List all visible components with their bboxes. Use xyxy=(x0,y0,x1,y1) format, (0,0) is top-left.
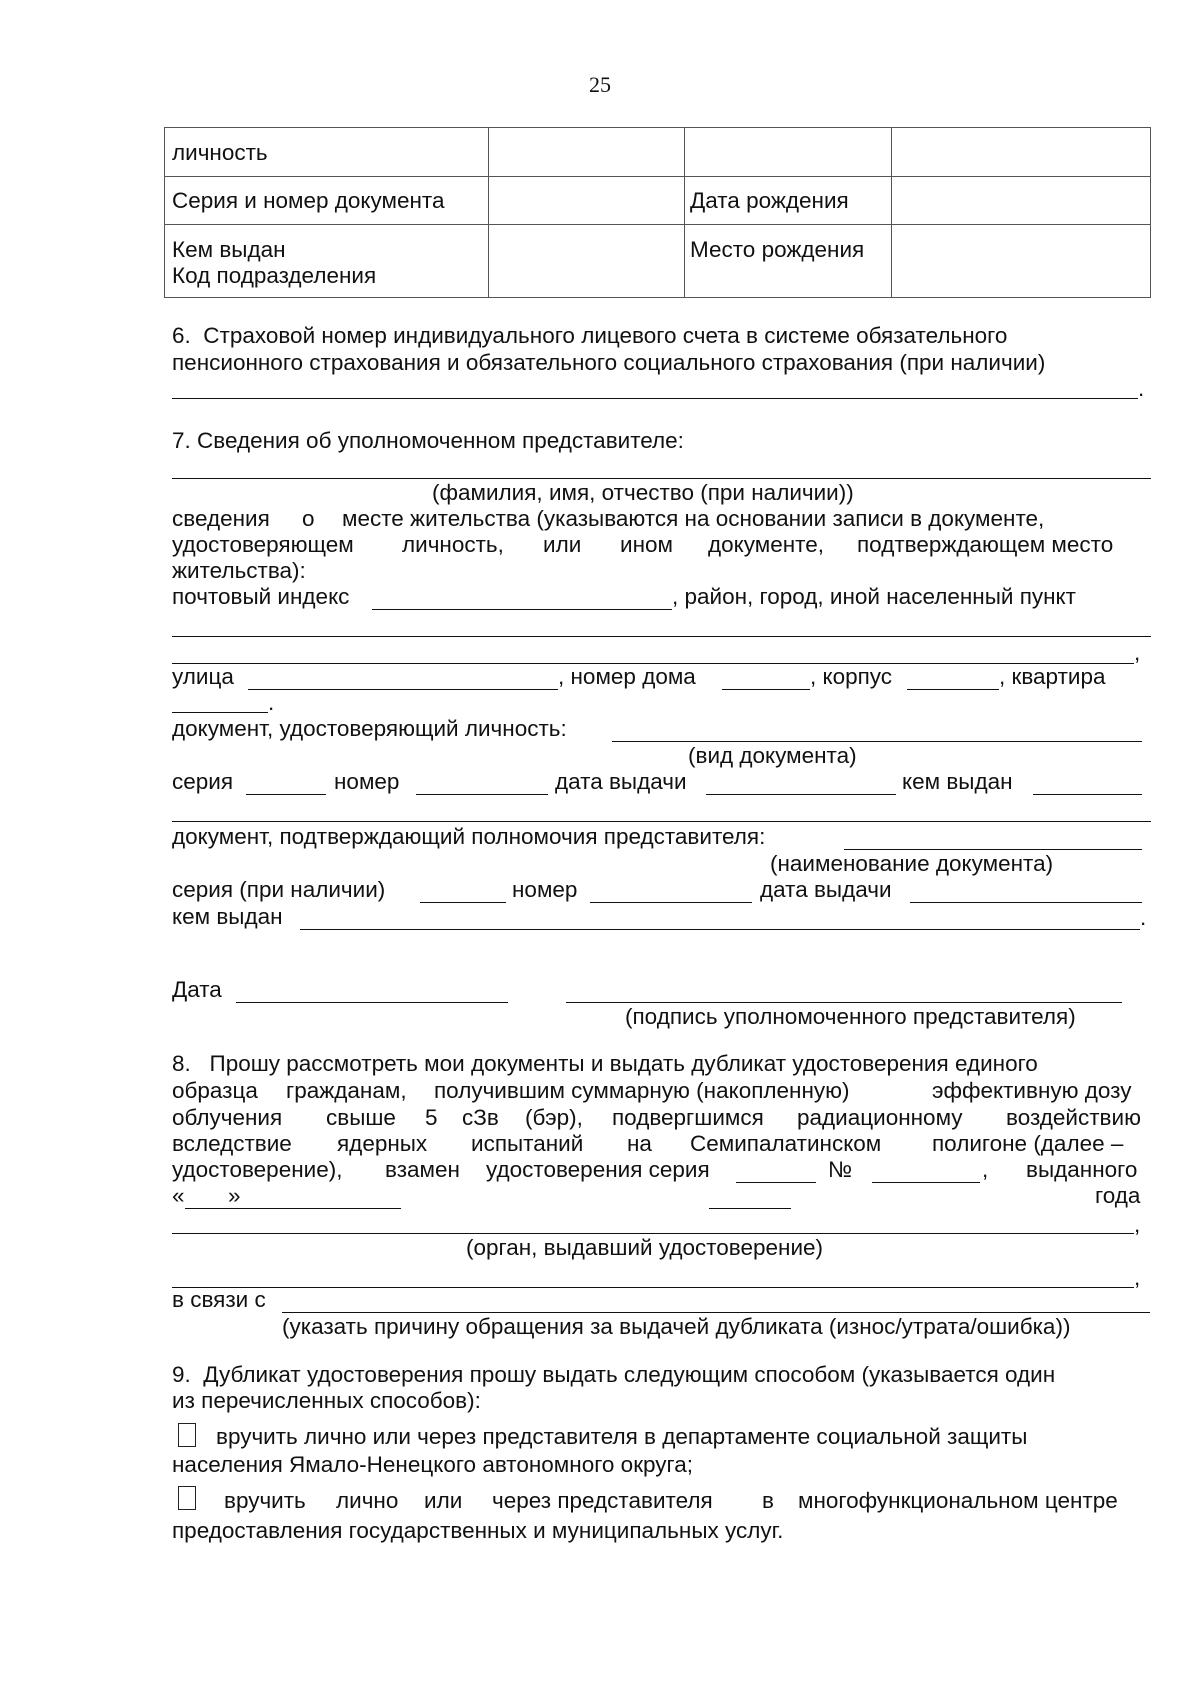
flat-field[interactable] xyxy=(172,712,268,713)
s8-word: воздействию xyxy=(1006,1105,1141,1130)
auth-number-field[interactable] xyxy=(590,902,752,903)
s6-line1: 6. Страховой номер индивидуального лицевого счета в системе обязательного xyxy=(172,323,1008,348)
quote-close: » xyxy=(228,1183,241,1208)
issued-by-field[interactable] xyxy=(1033,794,1142,795)
res3: жительства): xyxy=(172,558,306,583)
comma: , xyxy=(1134,640,1141,665)
s8-word: гражданам, xyxy=(286,1078,407,1103)
s8-word: испытаний xyxy=(471,1131,584,1156)
house-field[interactable] xyxy=(722,689,810,690)
house-label: , номер дома xyxy=(558,664,696,689)
doc-type-caption: (вид документа) xyxy=(688,743,857,768)
cert-number-field[interactable] xyxy=(872,1182,980,1183)
series-label: серия xyxy=(172,769,234,794)
number-field[interactable] xyxy=(416,794,548,795)
period: . xyxy=(268,690,275,715)
res2-w6: подтверждающем место xyxy=(857,532,1114,557)
cell-division-code: Код подразделения xyxy=(172,263,377,288)
reason-field[interactable] xyxy=(282,1312,1150,1313)
s6-line2: пенсионного страхования и обязательного социального страхования (при наличии) xyxy=(172,350,1046,375)
auth-series-field[interactable] xyxy=(420,902,506,903)
reason-caption: (указать причину обращения за выдачей дубликата (износ/утрата/ошибка)) xyxy=(282,1314,1071,1339)
postal-index-field[interactable] xyxy=(372,609,672,610)
res2-w3: или xyxy=(543,532,582,557)
res2-w1: удостоверяющем xyxy=(172,532,354,557)
s8-word: вследствие xyxy=(172,1131,292,1156)
s7-title: 7. Сведения об уполномоченном представителе: xyxy=(172,428,684,453)
comma: , xyxy=(1134,1212,1141,1237)
res-w2: о xyxy=(302,506,315,531)
opt2-word: в xyxy=(762,1488,774,1513)
s8-word: облучения xyxy=(172,1105,283,1130)
signature-caption: (подпись уполномоченного представителя) xyxy=(625,1004,1076,1029)
issued-by-label: кем выдан xyxy=(902,769,1013,794)
street-field[interactable] xyxy=(248,689,558,690)
issuer-field[interactable] xyxy=(172,1233,1134,1234)
s8-word: сЗв xyxy=(462,1105,499,1130)
s8-word: 5 xyxy=(425,1105,438,1130)
s8-word: образца xyxy=(172,1078,258,1103)
cell-issued-by: Кем выдан xyxy=(172,237,286,262)
auth-issued-by-field[interactable] xyxy=(300,929,1140,930)
auth-doc-caption: (наименование документа) xyxy=(770,851,1054,876)
series-field[interactable] xyxy=(246,794,326,795)
s8-word: на xyxy=(627,1131,652,1156)
s8-word: ядерных xyxy=(337,1131,428,1156)
res2-w2: личность, xyxy=(402,532,504,557)
year-label: года xyxy=(1095,1183,1141,1208)
issued-by2-label: кем выдан xyxy=(172,904,283,929)
opt2-word: лично xyxy=(336,1488,399,1513)
s8-word: выданного xyxy=(1026,1157,1138,1182)
date-field[interactable] xyxy=(236,1002,508,1003)
period: . xyxy=(1138,376,1145,401)
opt1-line1: вручить лично или через представителя в департаменте социальной защиты xyxy=(216,1424,1028,1449)
cell-input-r1c2[interactable] xyxy=(495,140,680,170)
period: . xyxy=(1140,905,1147,930)
corpus-label: , корпус xyxy=(810,664,893,689)
opt2-word: или xyxy=(424,1488,463,1513)
s8-word: свыше xyxy=(326,1105,396,1130)
s8-word: (бэр), xyxy=(525,1105,583,1130)
snils-field[interactable] xyxy=(172,398,1138,399)
s8-word: удостоверение), xyxy=(172,1157,343,1182)
number-label: номер xyxy=(334,769,400,794)
due-to-label: в связи с xyxy=(172,1287,266,1312)
res-w3: месте жительства (указываются на основании записи в документе, xyxy=(342,506,1045,531)
date-label: Дата xyxy=(172,977,222,1002)
s8-word: подвергшимся xyxy=(612,1105,764,1130)
comma: , xyxy=(1134,1265,1141,1290)
cell-birth-place: Место рождения xyxy=(690,237,865,262)
postal-label: почтовый индекс xyxy=(172,584,350,609)
issued-by-field-2[interactable] xyxy=(172,821,1151,822)
comma: , xyxy=(982,1157,989,1182)
s9-line2: из перечисленных способов): xyxy=(172,1388,481,1413)
page-number: 25 xyxy=(589,72,611,97)
issue-year-field[interactable] xyxy=(709,1208,791,1209)
res2-w4: ином xyxy=(620,532,673,557)
cell-input-birth-date[interactable] xyxy=(898,188,1143,218)
res-w1: сведения xyxy=(172,506,270,531)
cert-series-field[interactable] xyxy=(736,1182,816,1183)
fio-caption: (фамилия, имя, отчество (при наличии)) xyxy=(432,480,854,505)
s8-word: удостоверения серия xyxy=(486,1157,710,1182)
series-opt-label: серия (при наличии) xyxy=(172,877,386,902)
opt2-word: вручить xyxy=(224,1488,306,1513)
s8-word: получившим суммарную (накопленную) xyxy=(434,1078,850,1103)
street-label: улица xyxy=(172,664,234,689)
s8-word: эффективную дозу xyxy=(932,1078,1132,1103)
cell-birth-date: Дата рождения xyxy=(690,188,849,213)
s9-line1: 9. Дубликат удостоверения прошу выдать следующим способом (указывается один xyxy=(172,1362,1056,1387)
opt2-line2: предоставления государственных и муниципальных услуг. xyxy=(172,1518,784,1543)
s8-word: Семипалатинском xyxy=(690,1131,882,1156)
issue-date2-label: дата выдачи xyxy=(760,877,892,902)
auth-doc-label: документ, подтверждающий полномочия представителя: xyxy=(172,824,766,849)
res2-w5: документе, xyxy=(708,532,824,557)
number-sign: № xyxy=(828,1157,853,1182)
cell-identity: личность xyxy=(172,140,268,165)
auth-doc-field[interactable] xyxy=(844,849,1142,850)
issuer-caption: (орган, выдавший удостоверение) xyxy=(466,1235,824,1260)
s8-word: радиационному xyxy=(797,1105,963,1130)
corpus-field[interactable] xyxy=(907,689,999,690)
settlement-field[interactable] xyxy=(172,636,1151,637)
auth-issue-date-field[interactable] xyxy=(910,902,1142,903)
opt2-word: через представителя xyxy=(492,1488,713,1513)
issue-date-field[interactable] xyxy=(706,794,896,795)
id-doc-label: документ, удостоверяющий личность: xyxy=(172,716,567,741)
issue-month-field[interactable] xyxy=(241,1208,401,1209)
representative-fio-field[interactable] xyxy=(172,478,1151,479)
option-mfc-checkbox[interactable] xyxy=(178,1486,196,1510)
district-label: , район, город, иной населенный пункт xyxy=(672,584,1076,609)
s8-word: полигоне (далее – xyxy=(932,1131,1124,1156)
quote-open: « xyxy=(172,1183,185,1208)
flat-label: , квартира xyxy=(999,664,1106,689)
issuer-field-2[interactable] xyxy=(172,1287,1134,1288)
opt1-line2: населения Ямало-Ненецкого автономного округа; xyxy=(172,1452,694,1477)
issue-date-label: дата выдачи xyxy=(555,769,687,794)
signature-field[interactable] xyxy=(566,1002,1122,1003)
cell-doc-series-number: Серия и номер документа xyxy=(172,188,445,213)
s8-line1: 8. Прошу рассмотреть мои документы и выдать дубликат удостоверения единого xyxy=(172,1051,1038,1076)
number2-label: номер xyxy=(512,877,578,902)
option-department-checkbox[interactable] xyxy=(178,1423,196,1447)
s8-word: взамен xyxy=(385,1157,460,1182)
id-doc-type-field[interactable] xyxy=(612,741,1142,742)
opt2-word: многофункциональном центре xyxy=(798,1488,1118,1513)
